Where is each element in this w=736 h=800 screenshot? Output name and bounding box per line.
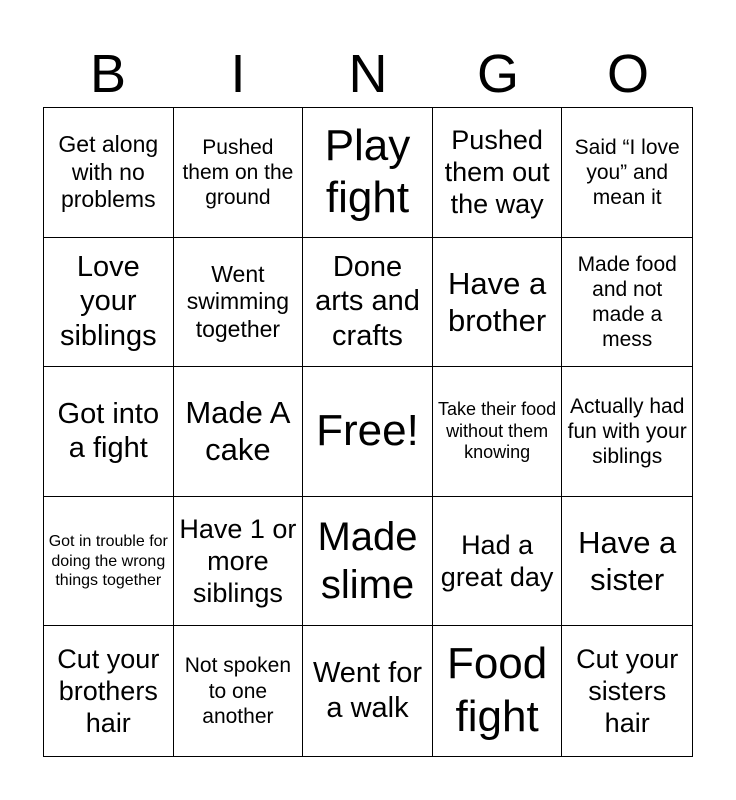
bingo-cell[interactable] xyxy=(44,626,174,756)
cell-text: Have 1 or more siblings xyxy=(179,513,297,609)
bingo-cell[interactable] xyxy=(174,238,304,368)
cell-text: Have a sister xyxy=(578,524,677,598)
cell-text: Free! xyxy=(316,406,419,456)
bingo-cell[interactable] xyxy=(562,367,692,497)
bingo-cell[interactable] xyxy=(303,238,433,368)
bingo-header xyxy=(43,40,693,108)
bingo-cell[interactable] xyxy=(44,238,174,368)
cell-text: Actually had fun with your siblings xyxy=(567,394,687,469)
cell-text: Made slime xyxy=(317,515,418,608)
bingo-cell[interactable] xyxy=(562,626,692,756)
bingo-cell[interactable] xyxy=(433,367,563,497)
bingo-cell[interactable] xyxy=(433,626,563,756)
cell-text: Take their food without them knowing xyxy=(438,399,557,463)
bingo-cell[interactable] xyxy=(433,238,563,368)
bingo-cell[interactable] xyxy=(44,497,174,627)
bingo-cell[interactable] xyxy=(174,108,304,238)
header-letter-n: N xyxy=(348,44,388,104)
bingo-cell[interactable] xyxy=(174,367,304,497)
cell-text: Love your siblings xyxy=(59,250,157,353)
cell-text: Went for a walk xyxy=(312,657,423,725)
header-letter-i: I xyxy=(230,44,246,104)
cell-text: Cut your brothers hair xyxy=(57,643,160,739)
free-space[interactable] xyxy=(303,367,433,497)
bingo-cell[interactable] xyxy=(433,108,563,238)
cell-text: Got into a fight xyxy=(57,397,160,465)
cell-text: Not spoken to one another xyxy=(184,654,291,728)
cell-text: Got in trouble for doing the wrong things together xyxy=(48,533,168,589)
cell-text: Play fight xyxy=(324,120,411,223)
cell-text: Have a brother xyxy=(447,265,547,338)
cell-text: Went swimming together xyxy=(186,260,289,342)
bingo-cell[interactable] xyxy=(562,108,692,238)
bingo-cell[interactable] xyxy=(303,497,433,627)
bingo-board xyxy=(43,107,693,757)
bingo-cell[interactable] xyxy=(562,497,692,627)
cell-text: Food fight xyxy=(446,639,548,742)
cell-text: Had a great day xyxy=(440,529,554,593)
bingo-cell[interactable] xyxy=(44,367,174,497)
cell-text: Pushed them out the way xyxy=(444,124,550,220)
bingo-cell[interactable] xyxy=(562,238,692,368)
cell-text: Get along with no problems xyxy=(58,130,159,213)
header-letter-g: G xyxy=(476,44,519,104)
header-letter-b: B xyxy=(89,44,127,104)
header-letter-o: O xyxy=(606,44,649,104)
cell-text: Said “I love you” and mean it xyxy=(574,135,680,209)
bingo-cell[interactable] xyxy=(303,626,433,756)
cell-text: Done arts and crafts xyxy=(315,250,420,353)
cell-text: Cut your sisters hair xyxy=(576,643,679,739)
bingo-cell[interactable] xyxy=(174,626,304,756)
bingo-cell[interactable] xyxy=(303,108,433,238)
bingo-cell[interactable] xyxy=(433,497,563,627)
bingo-cell[interactable] xyxy=(174,497,304,627)
cell-text: Pushed them on the ground xyxy=(182,135,294,209)
bingo-cell[interactable] xyxy=(44,108,174,238)
cell-text: Made food and not made a mess xyxy=(577,252,677,352)
cell-text: Made A cake xyxy=(185,395,291,468)
